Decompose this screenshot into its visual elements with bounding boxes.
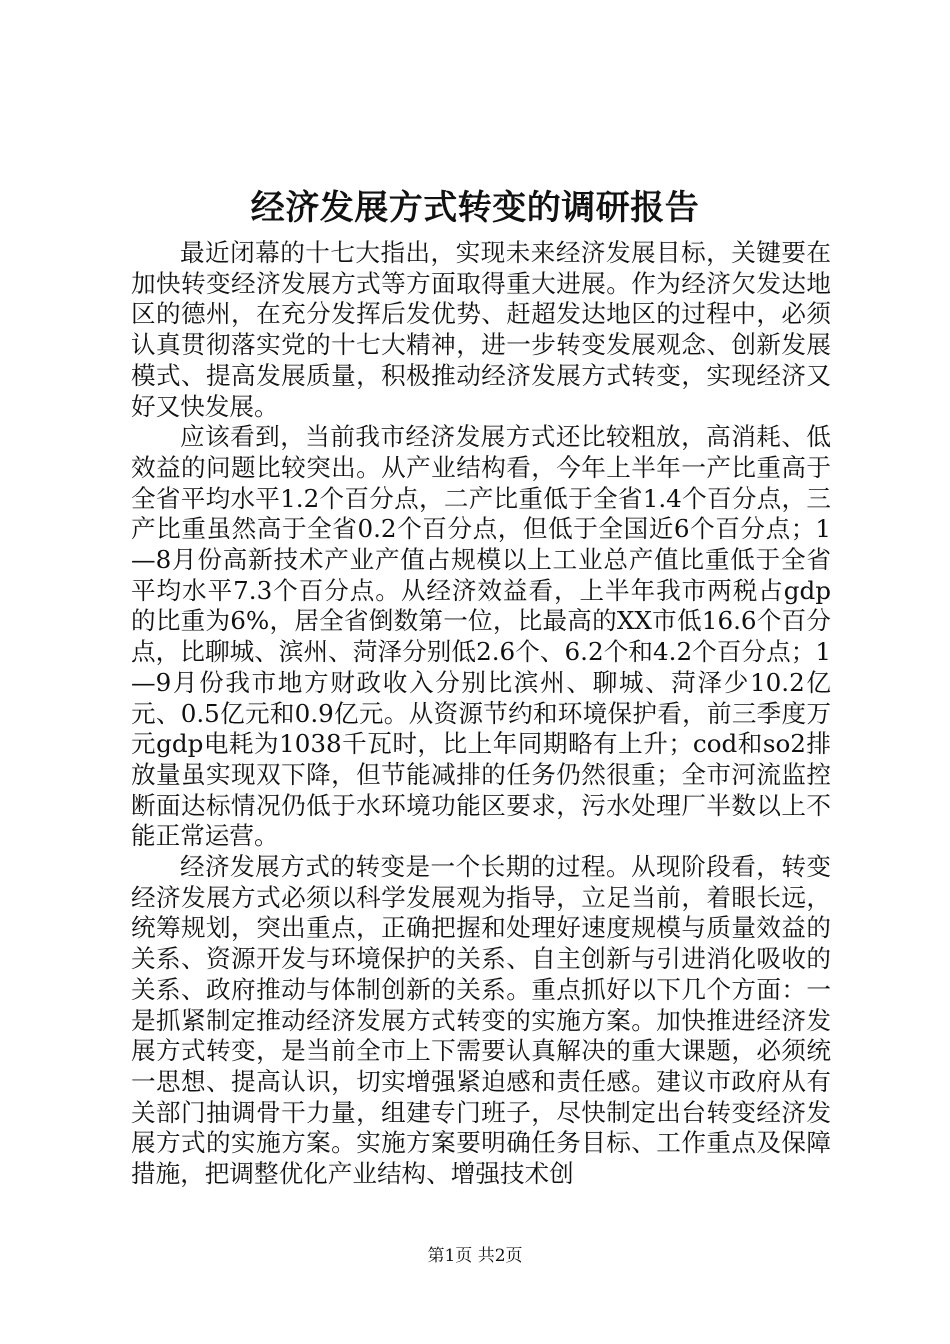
- document-title: 经济发展方式转变的调研报告: [250, 188, 700, 228]
- paragraph-1: 最近闭幕的十七大指出，实现未来经济发展目标，关键要在加快转变经济发展方式等方面取得重大进展。作为经济欠发达地区的德州，在充分发挥后发优势、赶超发达地区的过程中，必须认真贯彻落实党的十七大精神，进一步转变发展观念、创新发展模式、提高发展质量，积极推动经济发展方式转变，实现经济又好又快发展。: [131, 238, 831, 421]
- paragraph-3: 经济发展方式的转变是一个长期的过程。从现阶段看，转变经济发展方式必须以科学发展观为指导，立足当前，着眼长远，统筹规划，突出重点，正确把握和处理好速度规模与质量效益的关系、资源开发与环境保护的关系、自主创新与引进消化吸收的关系、政府推动与体制创新的关系。重点抓好以下几个方面：一是抓紧制定推动经济发展方式转变的实施方案。加快推进经济发展方式转变，是当前全市上下需要认真解决的重大课题，必须统一思想、提高认识，切实增强紧迫感和责任感。建议市政府从有关部门抽调骨干力量，组建专门班子，尽快制定出台转变经济发展方式的实施方案。实施方案要明确任务目标、工作重点及保障措施，把调整优化产业结构、增强技术创: [131, 852, 831, 1189]
- paragraph-2: 应该看到，当前我市经济发展方式还比较粗放，高消耗、低效益的问题比较突出。从产业结构看，今年上半年一产比重高于全省平均水平1.2个百分点，二产比重低于全省1.4个百分点，三产比重虽然高于全省0.2个百分点，但低于全国近6个百分点；1—8月份高新技术产业产值占规模以上工业总产值比重低于全省平均水平7.3个百分点。从经济效益看，上半年我市两税占gdp的比重为6%，居全省倒数第一位，比最高的XX市低16.6个百分点，比聊城、滨州、菏泽分别低2.6个、6.2个和4.2个百分点；1—9月份我市地方财政收入分别比滨州、聊城、菏泽少10.2亿元、0.5亿元和0.9亿元。从资源节约和环境保护看，前三季度万元gdp电耗为1038千瓦时，比上年同期略有上升；cod和so2排放量虽实现双下降，但节能减排的任务仍然很重；全市河流监控断面达标情况仍低于水环境功能区要求，污水处理厂半数以上不能正常运营。: [131, 422, 831, 851]
- document-body: [131, 238, 831, 1190]
- page-footer: 第1页 共2页: [427, 1246, 523, 1266]
